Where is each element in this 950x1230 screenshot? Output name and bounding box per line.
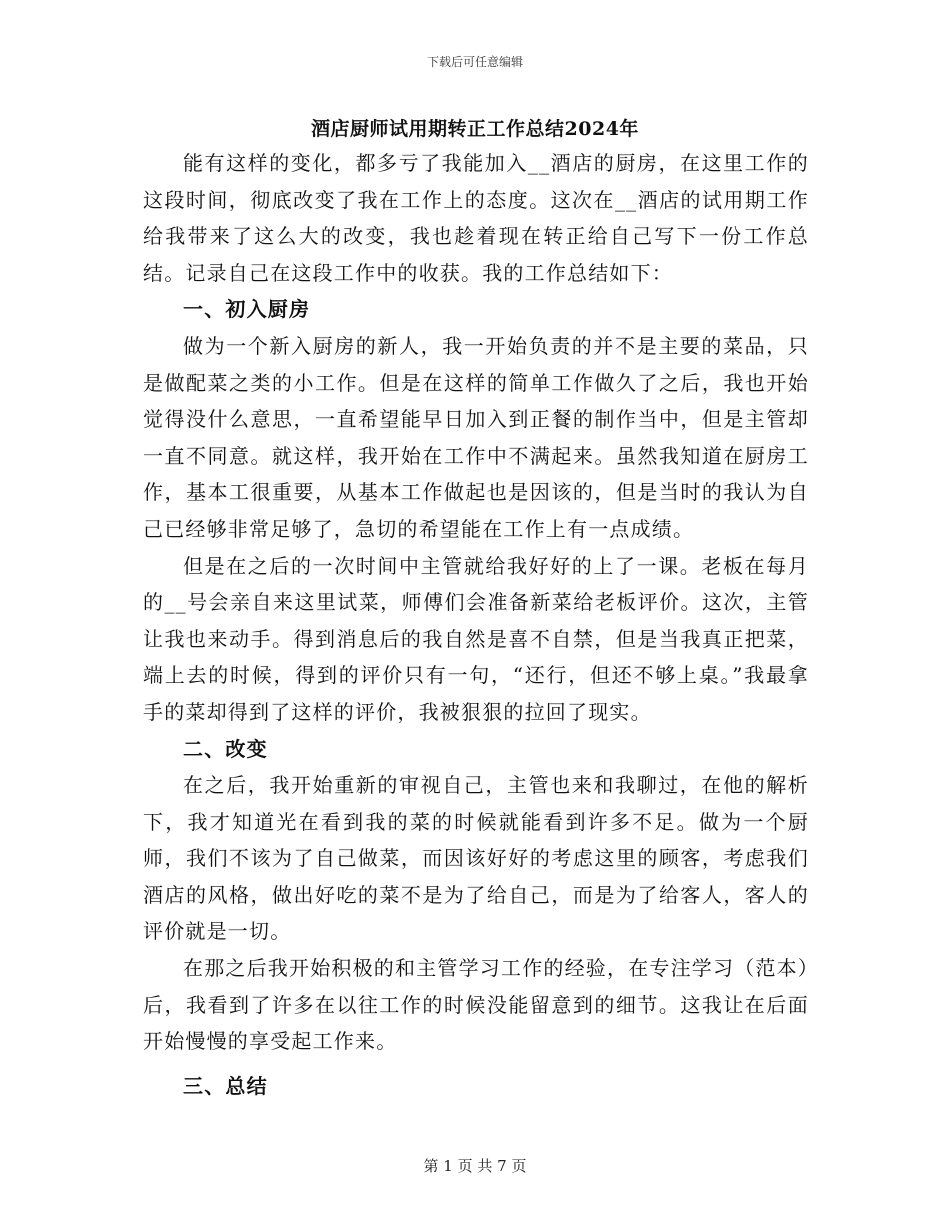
body-paragraph: 在那之后我开始积极的和主管学习工作的经验，在专注学习（范本）后，我看到了许多在以往工作的时候没能留意到的细节。这我让在后面开始慢慢的享受起工作来。 [143,956,809,1054]
body-paragraph: 做为一个新入厨房的新人，我一开始负责的并不是主要的菜品，只是做配菜之类的小工作。但是在这样的简单工作做久了之后，我也开始觉得没什么意思，一直希望能早日加入到正餐的制作当中，但是主管却一直不同意。就这样，我开始在工作中不满起来。虽然我知道在厨房工作，基本工很重要，从基本工作做起也是因该的，但是当时的我认为自己已经够非常足够了，急切的希望能在工作上有一点成绩。 [143,333,809,541]
document-body [143,145,809,1104]
page-header-note: 下载后可任意编辑 [426,55,523,69]
document-title: 酒店厨师试用期转正工作总结2024年 [311,118,639,140]
body-paragraph: 但是在之后的一次时间中主管就给我好好的上了一课。老板在每月的__号会亲自来这里试菜，师傅们会准备新菜给老板评价。这次，主管让我也来动手。得到消息后的我自然是喜不自禁，但是当我真正把菜，端上去的时候，得到的评价只有一句，“还行，但还不够上桌。”我最拿手的菜却得到了这样的评价，我被狠狠的拉回了现实。 [143,553,809,724]
section-heading: 三、总结 [183,1073,268,1098]
section-heading: 二、改变 [183,736,268,761]
section-heading: 一、初入厨房 [183,297,311,322]
intro-paragraph: 能有这样的变化，都多亏了我能加入__酒店的厨房，在这里工作的这段时间，彻底改变了我在工作上的态度。这次在__酒店的试用期工作给我带来了这么大的改变，我也趁着现在转正给自己写下一份工作总结。记录自己在这段工作中的收获。我的工作总结如下： [143,151,809,285]
page-number: 第 1 页 共 7 页 [423,1157,527,1175]
body-paragraph: 在之后，我开始重新的审视自己，主管也来和我聊过，在他的解析下，我才知道光在看到我的菜的时候就能看到许多不足。做为一个厨师，我们不该为了自己做菜，而因该好好的考虑这里的顾客，考虑我们酒店的风格，做出好吃的菜不是为了给自己，而是为了给客人，客人的评价就是一切。 [143,773,809,944]
